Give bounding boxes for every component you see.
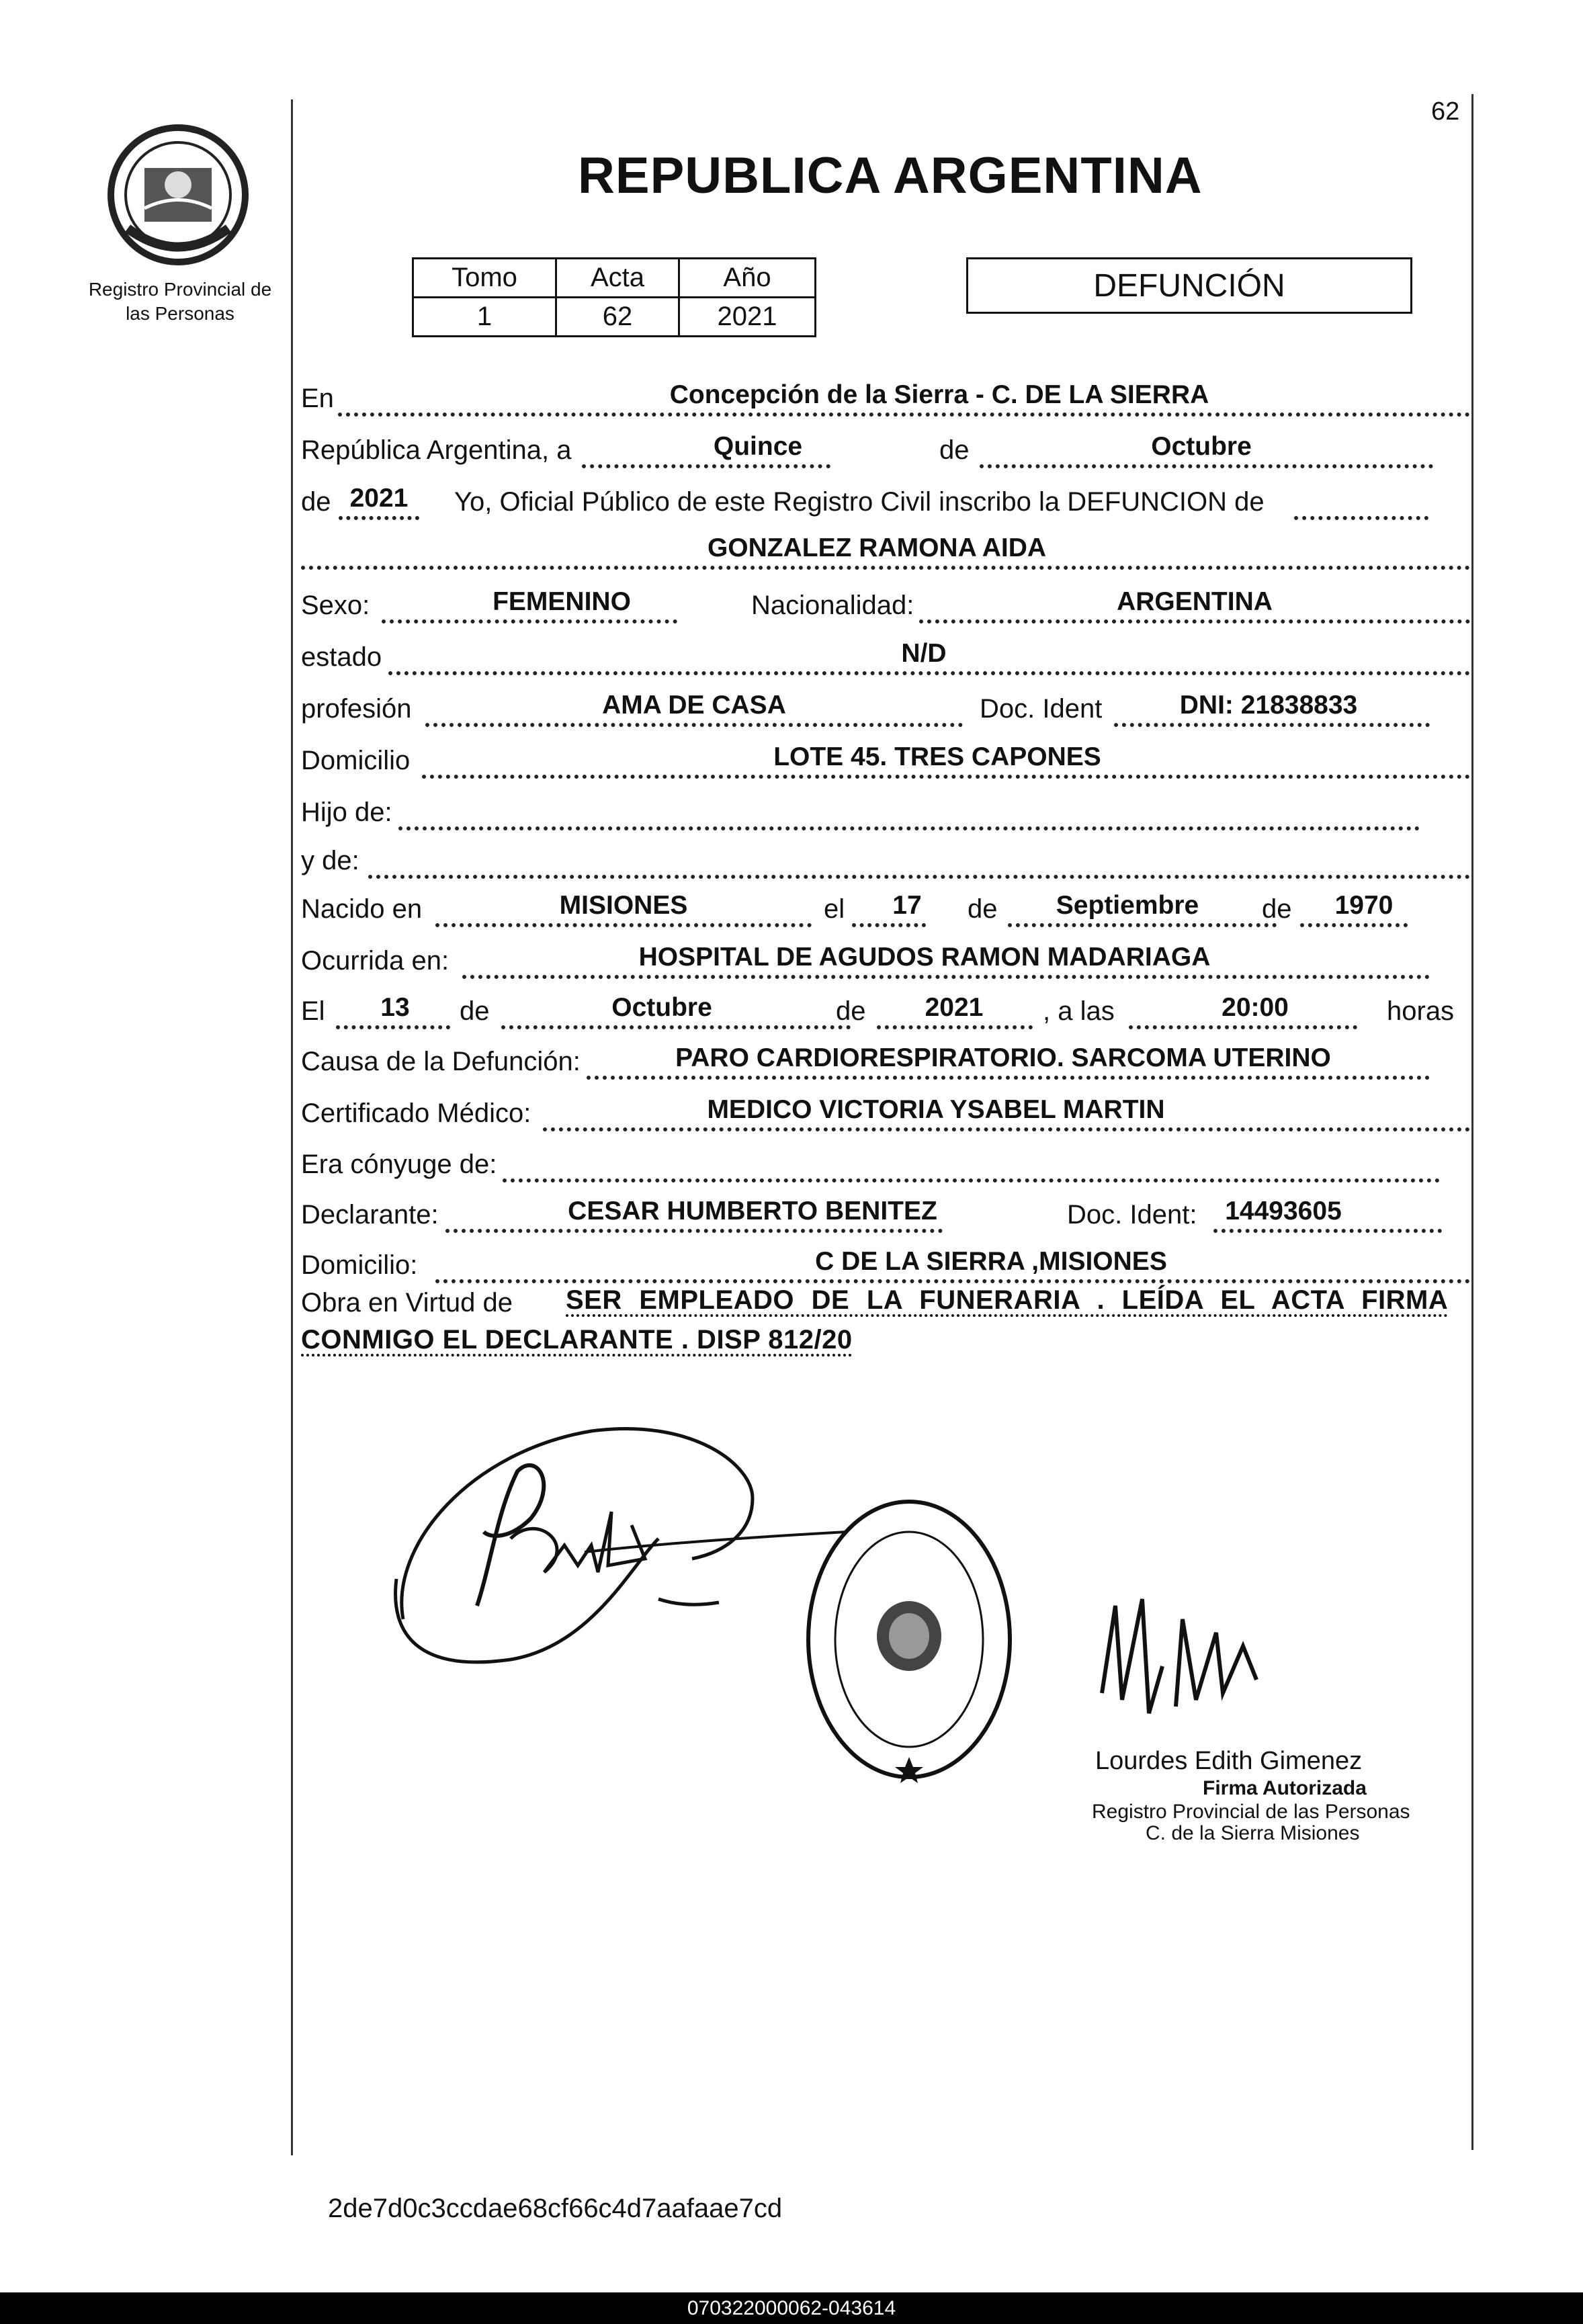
nacionalidad-value: ARGENTINA [1117,587,1273,616]
nacido-dia-value: 17 [892,891,922,920]
row-en [301,376,1470,417]
hora-value: 20:00 [1222,993,1289,1022]
row-certificado [301,1091,1470,1131]
profesion-label: profesión [301,694,412,724]
provincia-misiones-seal [101,121,255,269]
left-margin-line [291,99,293,2155]
nacido-anio-value: 1970 [1334,891,1394,920]
estado-value: N/D [901,639,947,668]
tomo-value: 1 [413,298,556,337]
causa-label: Causa de la Defunción: [301,1047,581,1076]
de-label-3: de [968,894,998,924]
certificado-value: MEDICO VICTORIA YSABEL MARTIN [707,1095,1165,1124]
de-label-1: de [939,435,970,465]
anio-inscripcion: 2021 [349,484,409,513]
nacido-mes-value: Septiembre [1056,891,1199,920]
row-sexo [301,583,1470,623]
doc-type-box: DEFUNCIÓN [966,257,1412,314]
certificado-label: Certificado Médico: [301,1099,531,1128]
row-conyuge [301,1142,1470,1182]
anio-value: 2021 [679,298,816,337]
acta-header: Acta [556,259,679,298]
document-hash: 2de7d0c3ccdae68cf66c4d7aafaae7cd [328,2194,783,2223]
horas-label: horas [1387,996,1455,1026]
estado-label: estado [301,642,382,672]
nombre-value: GONZALEZ RAMONA AIDA [707,533,1047,562]
row-fecha [301,428,1470,468]
en-value: Concepción de la Sierra - C. DE LA SIERRA [669,380,1209,409]
row-nombre [301,529,1470,570]
row-nacido [301,887,1470,927]
doc2-value: 14493605 [1225,1197,1342,1225]
registro-line-2: las Personas [126,303,234,324]
delegation-stamp [798,1492,1020,1787]
doc2-label: Doc. Ident: [1067,1200,1197,1230]
declarante-label: Declarante: [301,1200,439,1230]
official-office-2: C. de la Sierra Misiones [1146,1822,1360,1844]
ocurrida-label: Ocurrida en: [301,946,450,976]
row-estado [301,635,1470,675]
domicilio-value: LOTE 45. TRES CAPONES [773,742,1101,771]
obra-line-1: SER EMPLEADO DE LA FUNERARIA . LEÍDA EL ACTA FIRMA [566,1285,1449,1315]
inscribo-text: Yo, Oficial Público de este Registro Civil inscribo la DEFUNCION de [454,487,1265,517]
sexo-value: FEMENINO [493,587,631,616]
acta-value: 62 [556,298,679,337]
row-domicilio-declarante [301,1243,1470,1283]
footer-code: 070322000062-043614 [687,2297,896,2319]
declarant-signature [376,1377,847,1727]
mes-value: Octubre [1151,432,1252,461]
right-margin-line [1471,94,1473,2150]
conyuge-field [503,1141,1440,1182]
nacido-label: Nacido en [301,894,423,924]
hijo-label: Hijo de: [301,798,392,827]
y-de-label: y de: [301,846,359,875]
sexo-label: Sexo: [301,591,370,620]
row-domicilio [301,738,1470,779]
row-y-de [301,838,1470,879]
row-fallecimiento [301,989,1470,1029]
nacionalidad-label: Nacionalidad: [751,591,914,620]
republica-label: República Argentina, a [301,435,572,465]
nacido-lugar-value: MISIONES [559,891,688,920]
row-profesion [301,687,1470,727]
obra-line-2: CONMIGO EL DECLARANTE . DISP 812/20 [301,1325,853,1354]
acta-table [412,257,816,337]
page-title: REPUBLICA ARGENTINA [578,147,1203,204]
hijo-field [398,789,1420,830]
registro-line-1: Registro Provincial de [88,279,272,300]
declarante-value: CESAR HUMBERTO BENITEZ [568,1197,937,1225]
fall-anio-value: 2021 [925,993,984,1022]
fall-dia-value: 13 [380,993,410,1022]
en-label: En [301,384,334,413]
causa-value: PARO CARDIORESPIRATORIO. SARCOMA UTERINO [675,1043,1331,1072]
conyuge-label: Era cónyuge de: [301,1150,497,1179]
official-office-1: Registro Provincial de las Personas [1092,1801,1410,1823]
inscribo-field [1294,478,1428,520]
de-label-4: de [1262,894,1292,924]
row-hijo [301,790,1470,830]
el-label: el [824,894,845,924]
dia-value: Quince [713,432,803,461]
row-causa [301,1039,1470,1080]
official-signature [1088,1579,1357,1733]
de-label-6: de [836,996,866,1026]
footer-bar [0,2292,1583,2324]
registro-provincial-label [79,277,281,326]
ocurrida-value: HOSPITAL DE AGUDOS RAMON MADARIAGA [638,943,1211,972]
domicilio-label: Domicilio [301,746,411,775]
official-role: Firma Autorizada [1203,1777,1367,1799]
anio-header: Año [679,259,816,298]
row-ocurrida [301,939,1470,979]
alas-label: , a las [1043,996,1115,1026]
fall-mes-value: Octubre [611,993,712,1022]
y-de-field [368,837,1470,879]
page-number: 62 [1431,97,1460,126]
domicilio2-value: C DE LA SIERRA ,MISIONES [815,1247,1167,1276]
row-inscribo [301,480,1470,520]
row-declarante [301,1193,1470,1233]
obra-label: Obra en Virtud de [301,1288,513,1318]
de-label-2: de [301,487,331,517]
official-name: Lourdes Edith Gimenez [1095,1747,1363,1775]
el2-label: El [301,996,325,1026]
doc-value: DNI: 21838833 [1179,691,1358,720]
doc-label: Doc. Ident [980,694,1103,724]
domicilio2-label: Domicilio: [301,1250,418,1280]
profesion-value: AMA DE CASA [602,691,786,720]
tomo-header: Tomo [413,259,556,298]
de-label-5: de [460,996,490,1026]
